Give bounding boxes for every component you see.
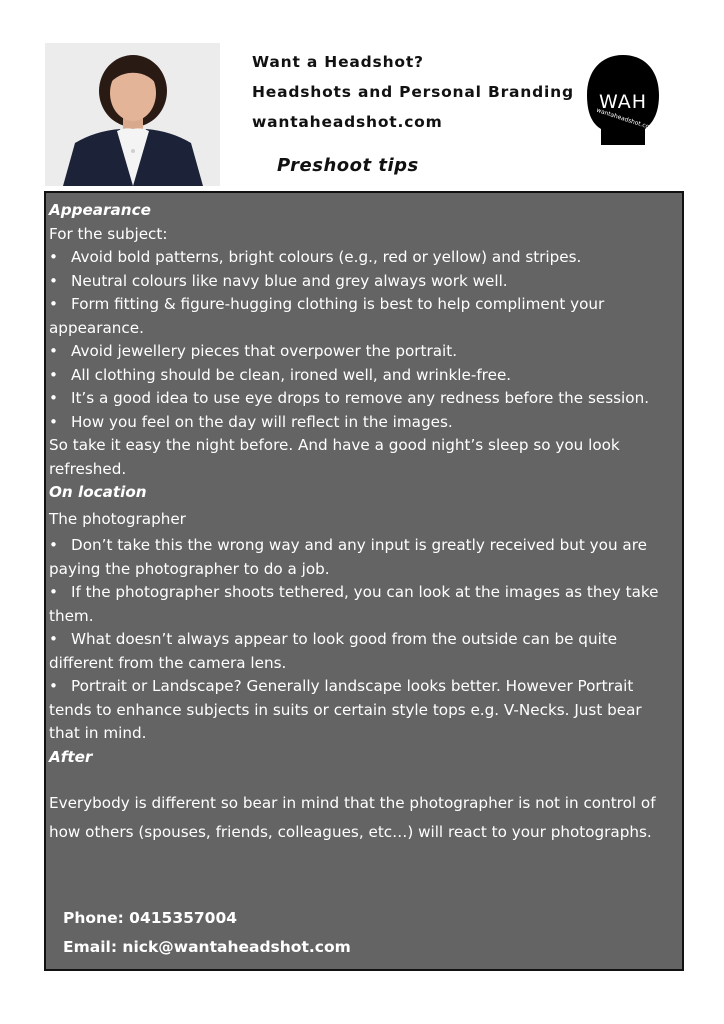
appearance-outro: So take it easy the night before. And have a good night’s sleep so you look refreshed. <box>49 436 620 478</box>
section-title-appearance: Appearance <box>49 201 151 219</box>
contact-phone[interactable]: Phone: 0415357004 <box>63 909 238 927</box>
page-subtitle: Preshoot tips <box>277 155 419 176</box>
list-item: • It’s a good idea to use eye drops to remove any redness before the session. <box>49 387 677 411</box>
bullet-glyph: • <box>49 248 58 266</box>
after-text: Everybody is different so bear in mind that the photographer is not in control of how others (spouses, friends, colleagues, etc…) will react to your photographs. <box>49 794 656 841</box>
list-item: • Don’t take this the wrong way and any input is greatly received but you are paying the photographer to do a job. <box>49 536 647 578</box>
contact-email[interactable]: Email: nick@wantaheadshot.com <box>63 938 351 956</box>
bullet-glyph: • <box>49 630 58 648</box>
bullet-glyph: • <box>49 583 58 601</box>
headshot-photo <box>45 43 220 186</box>
bullet-glyph: • <box>49 271 58 290</box>
header-tagline: Headshots and Personal Branding <box>252 83 574 101</box>
appearance-intro: For the subject: <box>49 224 168 243</box>
list-item: • Form fitting & figure-hugging clothing is best to help compliment your appearance. <box>49 295 605 337</box>
section-title-after: After <box>49 747 93 766</box>
list-item: • Avoid bold patterns, bright colours (e.g., red or yellow) and stripes. <box>49 246 677 270</box>
list-item: • Portrait or Landscape? Generally landscape looks better. However Portrait tends to enhance subjects in suits or certain style tops e.g. V-Necks. Just bear that in mind. <box>49 677 642 742</box>
wah-logo <box>583 53 663 145</box>
list-item: • Avoid jewellery pieces that overpower the portrait. <box>49 340 677 364</box>
tips-panel <box>44 191 684 971</box>
header-title: Want a Headshot? <box>252 53 424 71</box>
list-item: • All clothing should be clean, ironed well, and wrinkle-free. <box>49 364 677 388</box>
list-item: • How you feel on the day will reflect in the images. <box>49 411 677 435</box>
bullet-glyph: • <box>49 536 58 554</box>
bullet-glyph: • <box>49 412 58 431</box>
bullet-glyph: • <box>49 342 58 360</box>
header-website[interactable]: wantaheadshot.com <box>252 113 443 131</box>
bullet-glyph: • <box>49 677 58 695</box>
list-item: • If the photographer shoots tethered, you can look at the images as they take them. <box>49 583 659 625</box>
bullet-glyph: • <box>49 389 58 407</box>
bullet-glyph: • <box>49 295 58 313</box>
bullet-glyph: • <box>49 365 58 384</box>
logo-url: wantaheadshot.com <box>595 106 656 133</box>
location-intro: The photographer <box>49 509 186 528</box>
logo-text: WAH <box>598 91 648 113</box>
tips-content <box>49 199 677 847</box>
section-title-location: On location <box>49 483 147 501</box>
list-item: • What doesn’t always appear to look good from the outside can be quite different from the camera lens. <box>49 630 618 672</box>
list-item: • Neutral colours like navy blue and grey always work well. <box>49 270 677 294</box>
